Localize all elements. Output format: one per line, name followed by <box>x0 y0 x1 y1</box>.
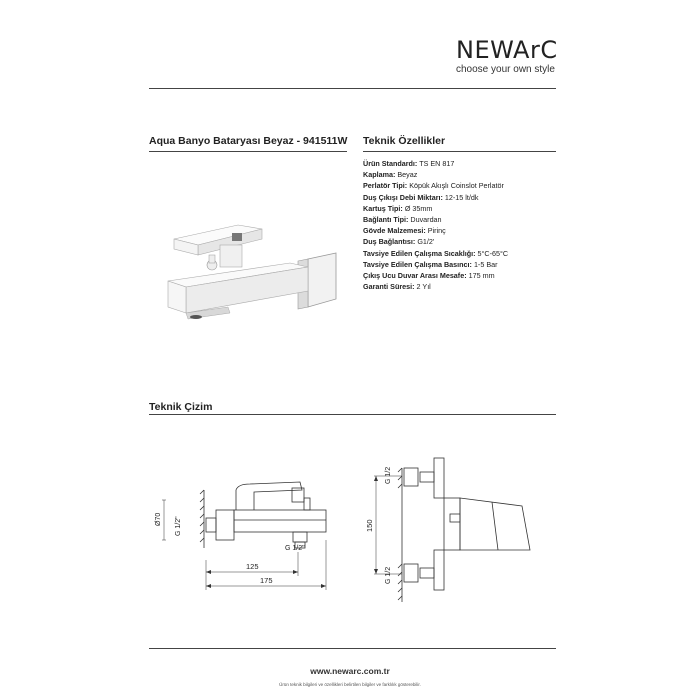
dim-thread-top-side-label: G 1/2 <box>385 466 392 484</box>
brand-tagline: choose your own style <box>456 64 555 75</box>
spec-row: Duş Çıkışı Debi Miktarı: 12-15 lt/dk <box>363 192 479 202</box>
dim-175-label: 175 <box>260 576 273 585</box>
technical-drawing-side <box>362 440 562 620</box>
dim-thread-bottom-label: G 1/2" <box>285 545 305 552</box>
product-title-rule <box>149 151 347 152</box>
specs-heading-rule <box>363 151 556 152</box>
drawing-heading: Teknik Çizim <box>149 401 213 413</box>
header-rule <box>149 88 556 89</box>
product-image <box>158 215 348 325</box>
footer-url: www.newarc.com.tr <box>310 666 390 676</box>
spec-row: Perlatör Tipi: Köpük Akışlı Coinslot Perlatör <box>363 181 504 191</box>
dim-thread-left-label: G 1/2" <box>175 516 182 536</box>
spec-row: Bağlantı Tipi: Duvardan <box>363 215 442 225</box>
footer-rule <box>149 648 556 649</box>
dim-150-label: 150 <box>365 519 374 532</box>
product-title: Aqua Banyo Bataryası Beyaz - 941511W <box>149 135 348 147</box>
spec-row: Tavsiye Edilen Çalışma Sıcaklığı: 5°C-65°C <box>363 248 509 258</box>
spec-row: Tavsiye Edilen Çalışma Basıncı: 1-5 Bar <box>363 259 498 269</box>
brand-name: NEWArC <box>456 36 558 64</box>
dim-125-label: 125 <box>246 562 259 571</box>
spec-row: Duş Bağlantısı: G1/2' <box>363 237 435 247</box>
spec-row: Gövde Malzemesi: Pirinç <box>363 226 446 236</box>
specs-list <box>363 158 623 292</box>
spec-row: Garanti Süresi: 2 Yıl <box>363 282 431 292</box>
specs-heading: Teknik Özellikler <box>363 135 446 147</box>
spec-row: Ürün Standardı: TS EN 817 <box>363 159 455 168</box>
spec-row: Kartuş Tipi: Ø 35mm <box>363 203 433 213</box>
brand-logo <box>456 38 576 75</box>
footer-note: Ürün teknik bilgileri ve özellikleri belirtilen bilgiler ve farklılık gösterebilir. <box>279 682 421 687</box>
technical-drawing-front <box>150 468 350 598</box>
dim-thread-bottom-side-label: G 1/2 <box>385 566 392 584</box>
spec-row: Kaplama: Beyaz <box>363 170 418 180</box>
dim-diameter-label: Ø70 <box>155 512 162 526</box>
drawing-heading-rule <box>149 414 556 415</box>
spec-row: Çıkış Ucu Duvar Arası Mesafe: 175 mm <box>363 271 495 281</box>
